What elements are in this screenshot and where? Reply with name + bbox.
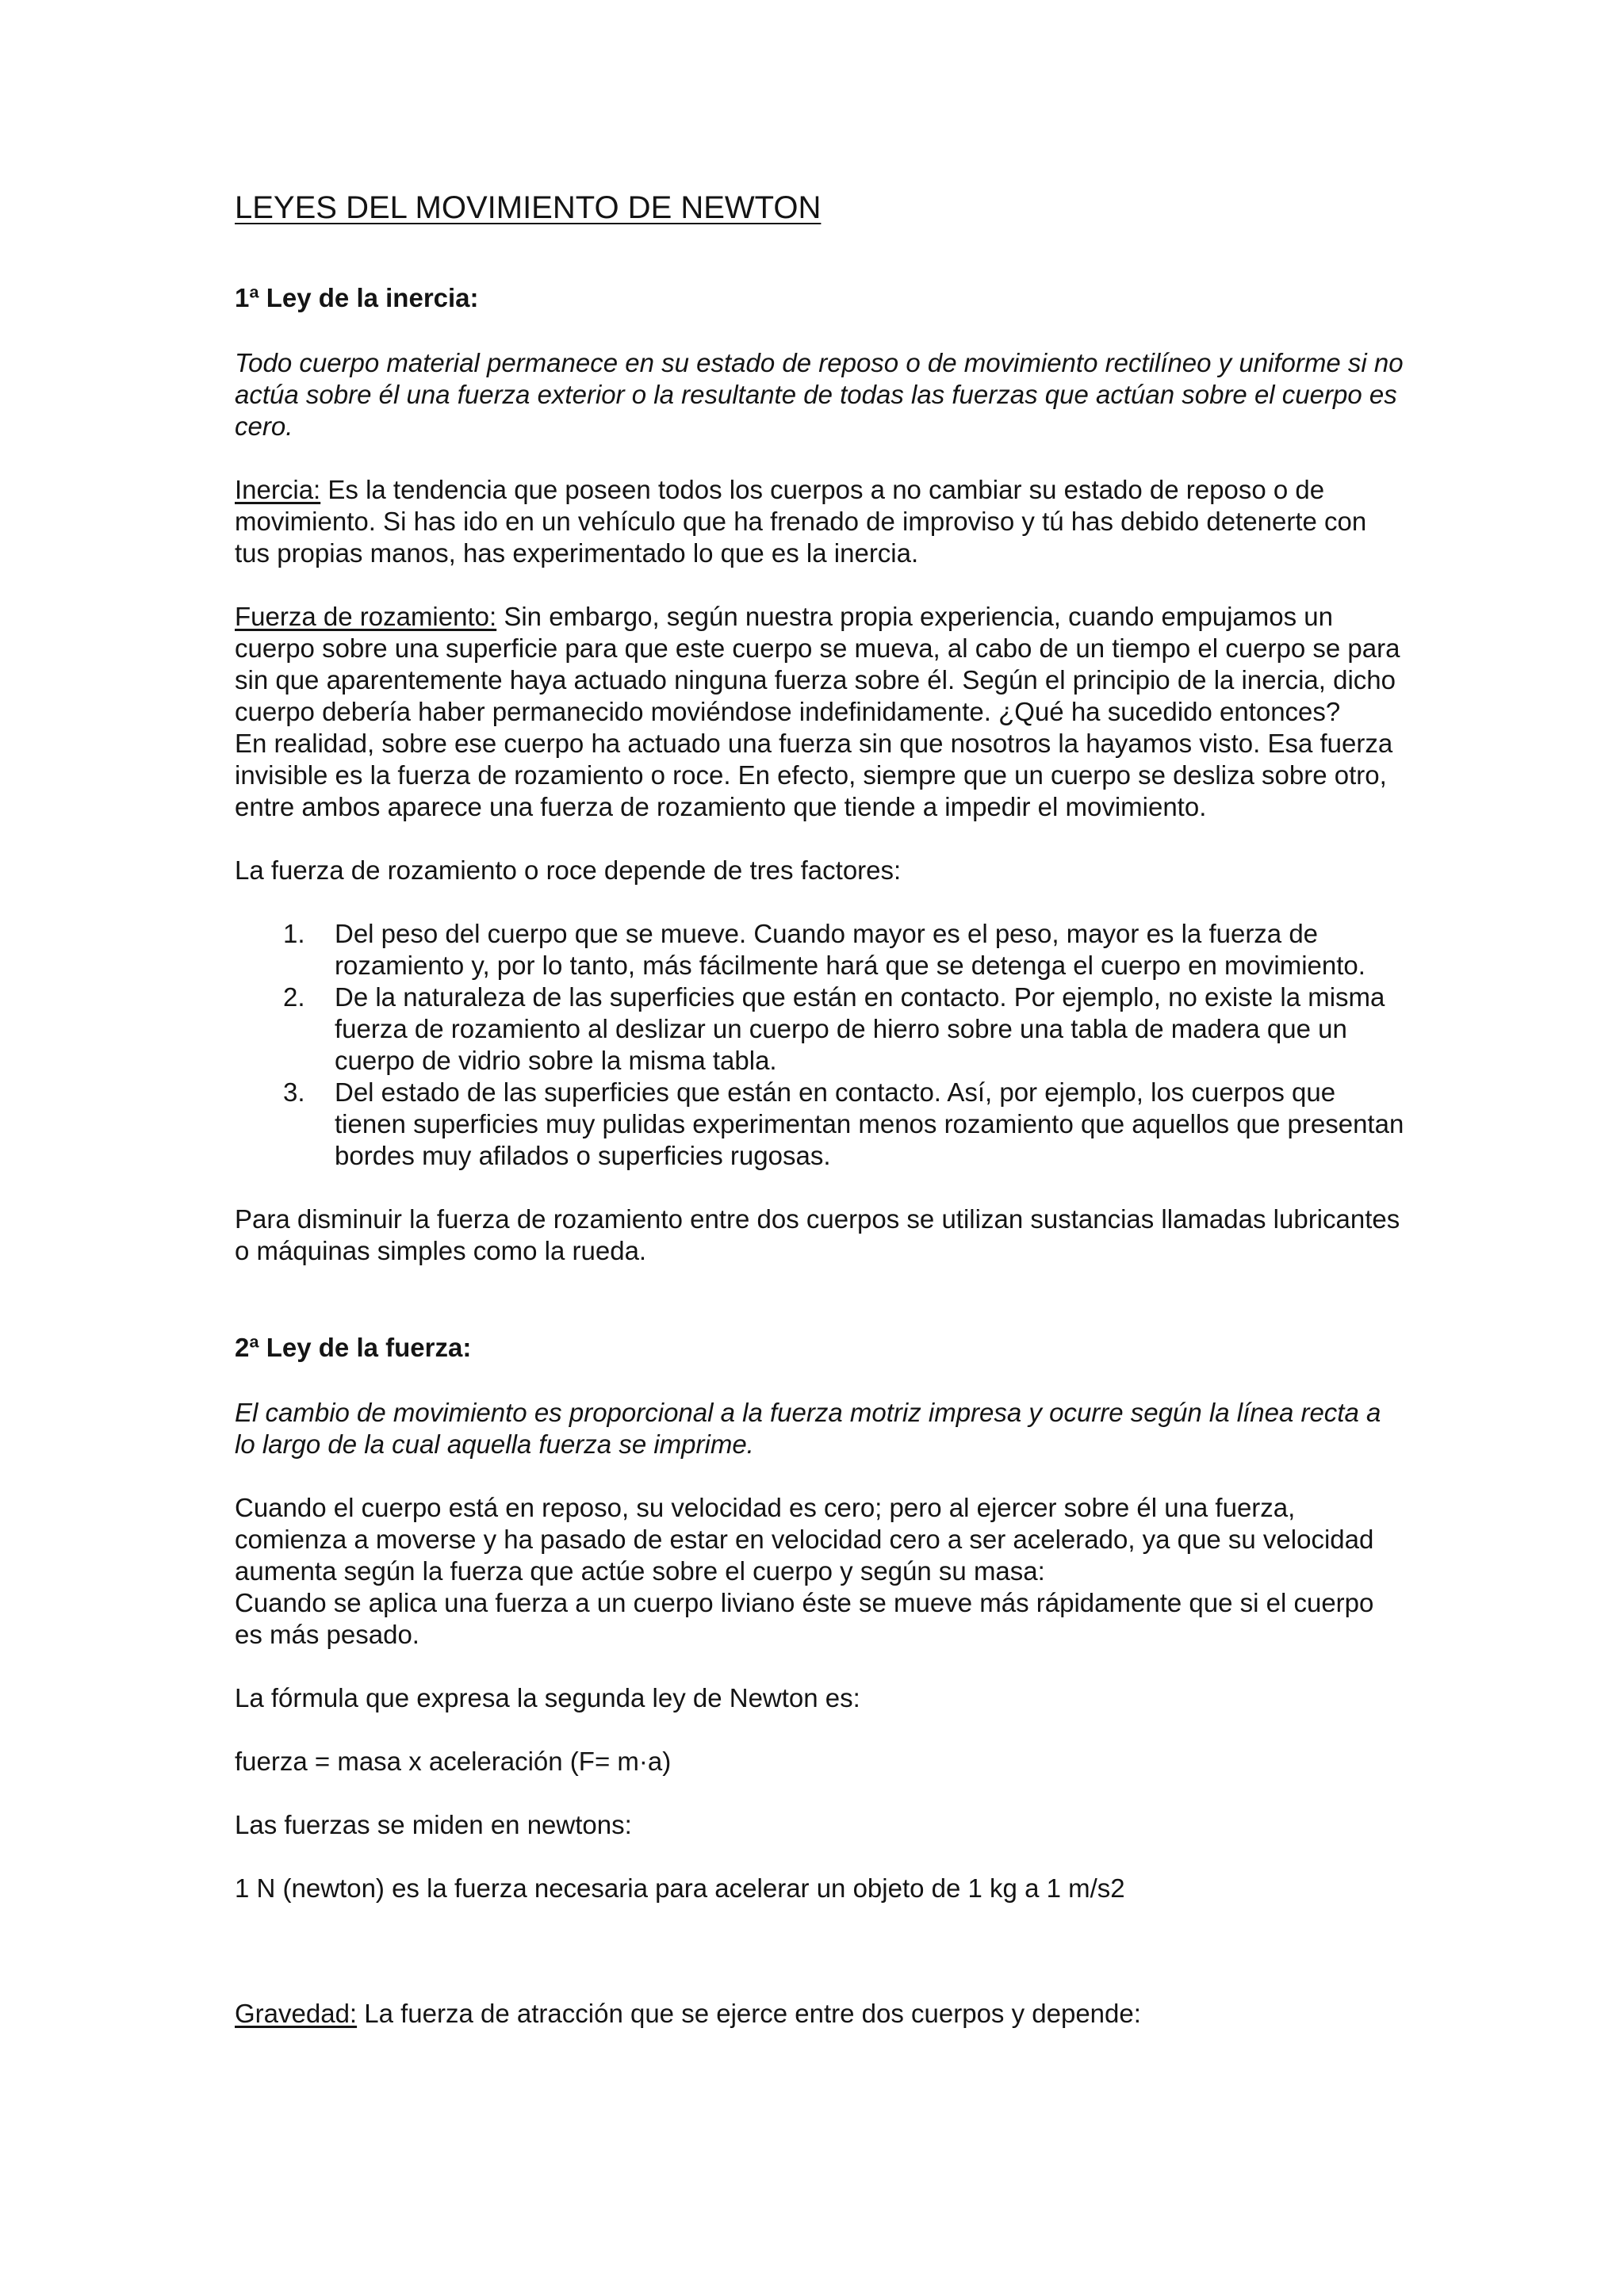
section-spacer (235, 1936, 1408, 1998)
lubricants-paragraph: Para disminuir la fuerza de rozamiento entre dos cuerpos se utilizan sustancias llamadas lubricantes o máquinas simples como la rueda. (235, 1204, 1400, 1265)
law2-explanation: Cuando el cuerpo está en reposo, su velocidad es cero; pero al ejercer sobre él una fuerza, comienza a moverse y ha pasado de estar en velocidad cero a ser acelerado, ya que su velocidad aumenta según la fuerza que actúe sobre el cuerpo y según su masa: (235, 1493, 1374, 1586)
units-intro: Las fuerzas se miden en newtons: (235, 1810, 632, 1839)
list-item-number: 1. (283, 919, 305, 948)
gravedad-paragraph (235, 1998, 1408, 2030)
law2-definition: El cambio de movimiento es proporcional a la fuerza motriz impresa y ocurre según la línea recta a lo largo de la cual aquella fuerza se imprime. (235, 1398, 1381, 1459)
list-item-text: De la naturaleza de las superficies que están en contacto. Por ejemplo, no existe la misma fuerza de rozamiento al deslizar un cuerpo de hierro sobre una tabla de madera que un cuerpo de vidrio sobre la misma tabla. (335, 982, 1385, 1075)
rozamiento-term: Fuerza de rozamiento: (235, 602, 497, 631)
light-body-paragraph: Cuando se aplica una fuerza a un cuerpo liviano éste se mueve más rápidamente que si el cuerpo es más pesado. (235, 1588, 1374, 1649)
formula-intro: La fórmula que expresa la segunda ley de Newton es: (235, 1683, 860, 1712)
list-item-text: Del peso del cuerpo que se mueve. Cuando mayor es el peso, mayor es la fuerza de rozamiento y, por lo tanto, más fácilmente hará que se detenga el cuerpo en movimiento. (335, 919, 1365, 980)
law2-heading: 2ª Ley de la fuerza: (235, 1333, 472, 1362)
formula: fuerza = masa x aceleración (F= m·a) (235, 1747, 672, 1776)
rozamiento-text: Sin embargo, según nuestra propia experiencia, cuando empujamos un cuerpo sobre una superficie para que este cuerpo se mueva, al cabo de un tiempo el cuerpo se para sin que aparentemente haya actuado ninguna fuerza sobre él. Según el principio de la inercia, dicho cuerpo debería haber permanecido moviéndose indefinidamente. ¿Qué ha sucedido entonces? (235, 602, 1400, 726)
list-item (235, 982, 1408, 1077)
law1-definition: Todo cuerpo material permanece en su estado de reposo o de movimiento rectilíneo y uniforme si no actúa sobre él una fuerza exterior o la resultante de todas las fuerzas que actúan sobre el cuerpo es cero. (235, 348, 1404, 441)
list-item-number: 2. (283, 982, 305, 1012)
newton-definition: 1 N (newton) es la fuerza necesaria para acelerar un objeto de 1 kg a 1 m/s2 (235, 1873, 1125, 1903)
factors-list (235, 918, 1408, 1172)
rozamiento-explanation: En realidad, sobre ese cuerpo ha actuado una fuerza sin que nosotros la hayamos visto. Esa fuerza invisible es la fuerza de rozamiento o roce. En efecto, siempre que un cuerpo se desliza sobre otro, entre ambos aparece una fuerza de rozamiento que tiende a impedir el movimiento. (235, 729, 1393, 821)
rozamiento-paragraph (235, 601, 1408, 728)
gravedad-text: La fuerza de atracción que se ejerce entre dos cuerpos y depende: (357, 1999, 1141, 2028)
document-page (235, 189, 1408, 2061)
list-item-number: 3. (283, 1077, 305, 1107)
gravedad-term: Gravedad: (235, 1999, 358, 2028)
list-item (235, 1077, 1408, 1172)
law1-heading: 1ª Ley de la inercia: (235, 283, 479, 312)
list-item-text: Del estado de las superficies que están en contacto. Así, por ejemplo, los cuerpos que tienen superficies muy pulidas experimentan menos rozamiento que aquellos que presentan bordes muy afilados o superficies rugosas. (335, 1077, 1404, 1170)
inercia-paragraph (235, 474, 1408, 569)
inercia-term: Inercia: (235, 475, 321, 504)
factors-intro: La fuerza de rozamiento o roce depende de tres factores: (235, 855, 902, 885)
list-item (235, 918, 1408, 982)
document-title: LEYES DEL MOVIMIENTO DE NEWTON (235, 190, 822, 225)
inercia-text: Es la tendencia que poseen todos los cuerpos a no cambiar su estado de reposo o de movimiento. Si has ido en un vehículo que ha frenado de improviso y tú has debido detenerte con tus propias manos, has experimentado lo que es la inercia. (235, 475, 1367, 568)
section-spacer (235, 1299, 1408, 1332)
